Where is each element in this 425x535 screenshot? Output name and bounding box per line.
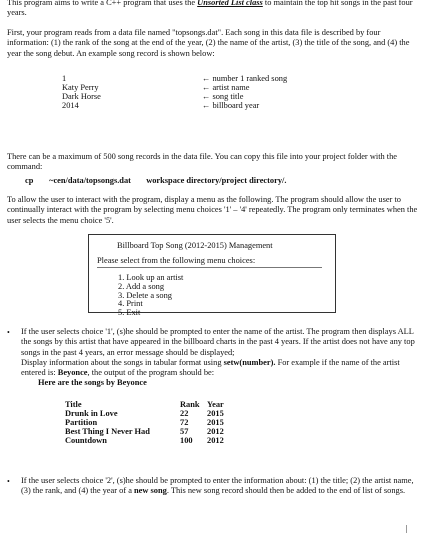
song-year: 2012	[207, 427, 224, 436]
menu-paragraph: To allow the user to interact with the program, display a menu as the following. The program should allow the user to continually interact with the program by selecting menu choices '1' – '4' repeatedly. The program only terminates when the user selects the menu choice '5'.	[7, 195, 418, 225]
bullet2-text: If the user selects choice '2', (s)he should be prompted to enter the information about: (1) the title; (2) the artist name, (3) the rank, and (4) the year of a	[21, 476, 414, 496]
page-edge-mark	[406, 525, 411, 533]
songs-table	[65, 400, 275, 445]
menu-box	[88, 234, 336, 318]
table-row	[65, 436, 275, 445]
copy-command	[25, 176, 286, 186]
song-year: 2015	[207, 409, 224, 418]
intro-text-after: to maintain the top hit songs in the past four years.	[7, 0, 413, 18]
record-value: Katy Perry	[62, 83, 99, 92]
song-rank: 57	[180, 427, 189, 436]
song-title: Best Thing I Never Had	[65, 427, 150, 436]
bullet1-text: For example if the name of the artist entered is:	[21, 357, 400, 377]
bullet1-paragraph	[21, 327, 419, 378]
header-rank: Rank	[180, 400, 200, 409]
song-rank: 22	[180, 409, 189, 418]
header-year: Year	[207, 400, 224, 409]
bullet2-paragraph	[21, 476, 419, 497]
intro-paragraph	[7, 0, 419, 19]
song-rank: 72	[180, 418, 189, 427]
class-name: Unsorted List class	[197, 0, 263, 7]
menu-divider	[97, 267, 322, 268]
song-title: Partition	[65, 418, 98, 427]
menu-title: Billboard Top Song (2012-2015) Management	[117, 241, 273, 250]
table-row	[65, 418, 275, 427]
song-title: Drunk in Love	[65, 409, 118, 418]
songs-heading: Here are the songs by Beyonce	[38, 378, 147, 387]
command-source: ~cen/data/topsongs.dat	[49, 176, 131, 185]
record-row	[62, 101, 342, 110]
bullet-icon: •	[7, 328, 10, 337]
bullet1-text: Display information about the songs in tabular format using	[21, 357, 224, 367]
menu-item: 3. Delete a song	[118, 290, 172, 300]
record-row	[62, 92, 342, 101]
record-value: 1	[62, 74, 67, 83]
new-song-text: new song	[134, 486, 167, 496]
record-row	[62, 83, 342, 92]
record-description: ← billboard year	[202, 101, 260, 110]
header-title: Title	[65, 400, 82, 409]
max-records-paragraph: There can be a maximum of 500 song records in the data file. You can copy this file into your project folder with the command:	[7, 152, 398, 172]
command-name: cp	[25, 176, 34, 185]
menu-item: 5. Exit	[118, 308, 141, 318]
record-description: ← number 1 ranked song	[202, 74, 288, 83]
menu-prompt: Please select from the following menu choices:	[97, 256, 256, 265]
artist-name: Beyonce	[57, 368, 88, 377]
table-row	[65, 409, 275, 418]
command-destination: workspace directory/project directory/.	[146, 176, 287, 185]
bullet1-text: , the output of the program should be:	[87, 368, 215, 377]
menu-item: 1. Look up an artist	[118, 273, 184, 282]
menu-list	[118, 273, 183, 317]
setw-text: setw(number).	[223, 357, 276, 367]
example-record	[62, 74, 342, 110]
first-paragraph: First, your program reads from a data file named "topsongs.dat". Each song in this data file is described by four information: (1) the rank of the song at the end of the year, (2) the name of the artist, (3) the title of the song, and (4) the year the song debut. An example song record is shown below:	[7, 28, 410, 58]
table-header-row	[65, 400, 275, 409]
record-value: Dark Horse	[62, 92, 101, 101]
record-value: 2014	[62, 101, 79, 110]
song-year: 2012	[207, 436, 224, 445]
song-year: 2015	[207, 418, 224, 427]
table-row	[65, 427, 275, 436]
song-title: Countdown	[65, 436, 107, 445]
record-row	[62, 74, 342, 83]
menu-item: 4. Print	[118, 299, 143, 309]
record-description: ← artist name	[202, 83, 250, 92]
bullet-icon: •	[7, 477, 10, 486]
bullet1-text: If the user selects choice '1', (s)he should be prompted to enter the name of the artist. The program then displays ALL the songs by this artist that have appeared in the billboard charts in the past 4 years. If the artist does not have any top songs in the past 4 years, an error message should be displayed;	[21, 327, 415, 357]
song-rank: 100	[180, 436, 193, 445]
intro-text: This program aims to write a C++ program that uses the	[7, 0, 198, 7]
record-description: ← song title	[202, 92, 244, 101]
bullet2-text: . This new song record should then be added to the end of list of songs.	[166, 486, 406, 496]
menu-item: 2. Add a song	[118, 281, 165, 291]
